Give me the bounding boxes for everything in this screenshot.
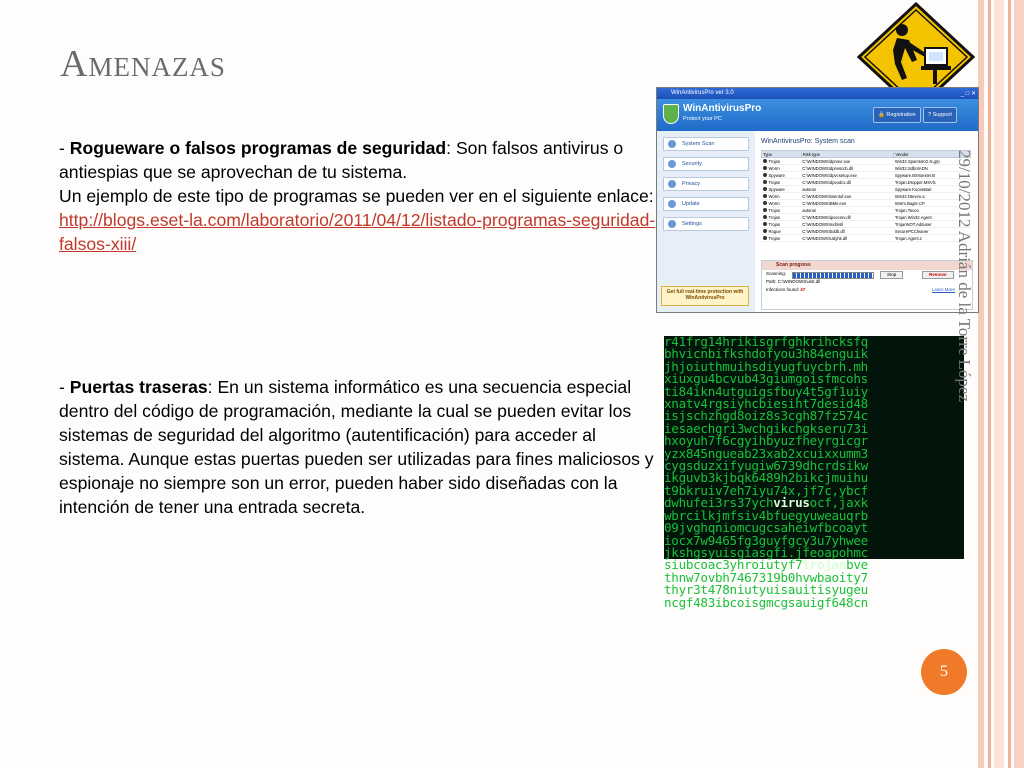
table-cell: Trojan — [762, 221, 802, 228]
table-cell: Spyware — [762, 172, 802, 179]
learn-more-link: Learn More — [932, 287, 956, 292]
eset-blog-link[interactable]: http://blogs.eset-la.com/laboratorio/2011/04/12/listado-programas-seguridad-falsos-xiii/ — [59, 210, 656, 254]
right-border-stripes — [978, 0, 1024, 768]
table-cell: C:\WINDOWS\ssentuf.exe — [801, 193, 894, 200]
table-cell: Rogue — [762, 228, 802, 235]
scan-icon — [668, 140, 676, 148]
privacy-icon — [668, 180, 676, 188]
table-cell: Win32.SpamtoKG.N.grp — [894, 158, 971, 165]
matrix-line: xiuxgu4bcvub43giumgoisfmcohs — [664, 371, 868, 387]
table-row — [762, 207, 971, 214]
bullet-dash: - — [59, 138, 70, 158]
rogueware-paragraph — [59, 136, 659, 256]
matrix-line: hxoyuh7f6cgyihbyuzfheyrgicgr — [664, 433, 868, 449]
table-cell: C:\WINDOWS\bddb.dll — [801, 228, 894, 235]
window-controls: _ □ ✕ — [960, 91, 976, 97]
table-cell: autorun — [801, 207, 894, 214]
table-cell: Trojan.Win32.Agent — [894, 214, 971, 221]
slide-title: Amenazas — [60, 43, 226, 85]
table-cell: Trojan — [762, 235, 802, 242]
table-row — [762, 228, 971, 235]
table-cell: Trojan.Dropper.MSVlc — [894, 179, 971, 186]
matrix-line: ikguvb3kjbqk6489h2bikcjmuihu — [664, 470, 868, 486]
matrix-line: r41frg14hrikisgrfghkrihcksfq — [664, 334, 868, 349]
app-subtitle: Protect your PC — [683, 116, 722, 122]
risk-dot-icon — [763, 208, 767, 212]
table-cell: C:\WINDOWS\dpnvsccb.dll — [801, 165, 894, 172]
table-cell: C:\WINDOWS\dpvcsetup.exe — [801, 172, 894, 179]
support-button: ? Support — [923, 107, 957, 123]
risk-dot-icon — [763, 166, 767, 170]
scan-progress-panel — [761, 260, 973, 310]
update-icon — [668, 200, 676, 208]
risk-dot-icon — [763, 222, 767, 226]
table-cell: C:\WINDOWS\mdmsll — [801, 221, 894, 228]
backdoors-paragraph — [59, 375, 654, 519]
table-cell: Trojan.Tooco — [894, 207, 971, 214]
table-cell: TrojanNOT.Adduser — [894, 221, 971, 228]
table-row — [762, 179, 971, 186]
matrix-line: dwhufei3rs37ychvirusocf,jaxk — [664, 495, 868, 511]
column-header: Type — [762, 151, 802, 158]
nav-system-scan: System Scan — [663, 137, 749, 151]
risk-dot-icon — [763, 215, 767, 219]
table-cell: Spyware.KooveBait — [894, 186, 971, 193]
table-cell: Worm.Bagle.CP — [894, 200, 971, 207]
table-cell: C:\WINDOWS\Udyhk.dll — [801, 235, 894, 242]
risk-dot-icon — [763, 187, 767, 191]
risk-dot-icon — [763, 194, 767, 198]
table-row — [762, 158, 971, 165]
table-row — [762, 200, 971, 207]
risk-dot-icon — [763, 229, 767, 233]
matrix-line: yzx845ngueab23xab2xcuixxumm3 — [664, 445, 868, 461]
example-intro: Un ejemplo de este tipo de programas se pueden ver en el siguiente enlace: — [59, 186, 654, 206]
table-row — [762, 214, 971, 221]
app-sidebar — [657, 131, 755, 312]
column-header: Risk type — [801, 151, 894, 158]
matrix-line: wbrcilkjmfsiv4bfuegyuweauqrb — [664, 507, 868, 523]
matrix-line: t9bkruiv7eh7iyu74x,jf7c,ybcf — [664, 482, 868, 498]
matrix-line: ncgf483ibcoisgmcgsauigf648cn — [664, 594, 868, 610]
table-cell: Trojan — [762, 179, 802, 186]
settings-icon — [668, 220, 676, 228]
rogueware-heading: Rogueware o falsos programas de seguridad — [69, 138, 447, 158]
column-header: Vendor — [894, 151, 971, 158]
matrix-line: thyr3t478niutyuisauitisyugeu — [664, 582, 868, 598]
table-cell: C:\WINDOWS\ipoecsrv.dll — [801, 214, 894, 221]
stop-button: Stop — [880, 271, 903, 279]
nav-settings: Settings — [663, 217, 749, 231]
app-name: WinAntivirusPro — [683, 103, 762, 114]
matrix-line: iocx7w9465fg3guyfgcy3u7yhwee — [664, 532, 868, 548]
security-icon — [668, 160, 676, 168]
matrix-line: ti84ikn4utguigsfbuy4t5gf1uiy — [664, 383, 868, 399]
shield-icon — [663, 104, 679, 124]
table-cell: Worm — [762, 165, 802, 172]
registration-button: 🔒 Registration — [873, 107, 921, 123]
window-titlebar — [657, 88, 978, 99]
risk-dot-icon — [763, 201, 767, 205]
table-row — [762, 186, 971, 193]
table-cell: Spyware — [762, 186, 802, 193]
table-cell: C:\WINDOWS\dpnovr.exe — [801, 158, 894, 165]
threat-table — [761, 150, 971, 242]
matrix-line: siubcoac3yhroiutyf7trojanbve — [664, 557, 868, 573]
risk-dot-icon — [763, 180, 767, 184]
matrix-line: xnatv4rgsiyhcbiesiht7desid48 — [664, 396, 868, 412]
table-cell: SecurePCCleaner — [894, 228, 971, 235]
matrix-line: jhjoiuthmuihsdiyugfuycbrh.mh — [664, 358, 868, 374]
table-row — [762, 221, 971, 228]
matrix-line: 09jvghqniomcugcsaheiwfbcoayt — [664, 520, 868, 536]
table-cell: autorun — [801, 186, 894, 193]
matrix-line: thnw7ovbh7467319b0hvwbaoity7 — [664, 569, 868, 585]
rogueware-description: : Son falsos antivirus o antiespias que se aprovechan de tu sistema. — [59, 138, 624, 182]
window-title: WinAntivirusPro ver 3.0 — [671, 90, 734, 96]
table-cell: C:\WINDOWS\BMs.exe — [801, 200, 894, 207]
progress-title: Scan progress — [762, 261, 972, 270]
scan-title: WinAntivirusPro: System scan — [761, 138, 855, 145]
nav-privacy: Privacy — [663, 177, 749, 191]
matrix-code-image — [664, 334, 964, 610]
infections-row: Infections found: 47 Learn More — [766, 287, 956, 292]
table-cell: Worm — [762, 200, 802, 207]
table-row — [762, 165, 971, 172]
matrix-line: jkshgsyuisgiasgfi.jfeoapohmc — [664, 544, 868, 560]
bullet-dash: - — [59, 377, 70, 397]
promo-banner: Get full real-time protection with WinAntivirusPro — [661, 286, 749, 306]
table-cell: Trojan — [762, 214, 802, 221]
winantiviruspro-screenshot — [656, 87, 979, 313]
nav-update: Update — [663, 197, 749, 211]
risk-dot-icon — [763, 159, 767, 163]
table-cell: C:\WINDOWS\dpvodcx.dll — [801, 179, 894, 186]
matrix-line: bhvicnbifkshdofyou3h84enguik — [664, 346, 868, 362]
path-row: Path: C:\WINDOWS\ulst.dll — [766, 279, 821, 284]
backdoors-heading: Puertas traseras — [69, 377, 208, 397]
app-header — [657, 99, 978, 131]
page-number: 5 — [921, 649, 967, 695]
matrix-line: cygsduzxifyugiw6739dhcrdsikw — [664, 458, 868, 474]
table-cell: Worm — [762, 193, 802, 200]
scanning-row: Scanning: Stop Remove — [762, 270, 972, 278]
table-cell: Trojan — [762, 158, 802, 165]
risk-dot-icon — [763, 236, 767, 240]
backdoors-description: : En un sistema informático es una secuencia especial dentro del código de programación, mediante la cual se pueden evitar los sistemas de seguridad del algoritmo (autentificación) para acceder al sistema. Aunque estas puertas pueden ser utilizadas para fines maliciosos y espionaje no siempre son un error, pueden haber sido diseñadas con la intención de tener una entrada secreta. — [59, 377, 654, 517]
table-row — [762, 172, 971, 179]
table-cell: Trojan.Agent.z — [894, 235, 971, 242]
footer-date-author: 29/10/2012 Adrián de la Torre López — [955, 150, 974, 403]
matrix-line: iesaechgri3wchgikchgkseru73i — [664, 420, 868, 436]
risk-dot-icon — [763, 173, 767, 177]
table-cell: Win32.SdbotADN — [894, 165, 971, 172]
matrix-line: isjschzhgd8oiz8s3cgh87fz574c — [664, 408, 868, 424]
table-cell: Spyware.IEMonster.B — [894, 172, 971, 179]
table-row — [762, 193, 971, 200]
remove-button: Remove — [922, 271, 954, 279]
table-cell: Win32.Nteven.a — [894, 193, 971, 200]
nav-security: Security — [663, 157, 749, 171]
table-row — [762, 235, 971, 242]
table-cell: Trojan — [762, 207, 802, 214]
